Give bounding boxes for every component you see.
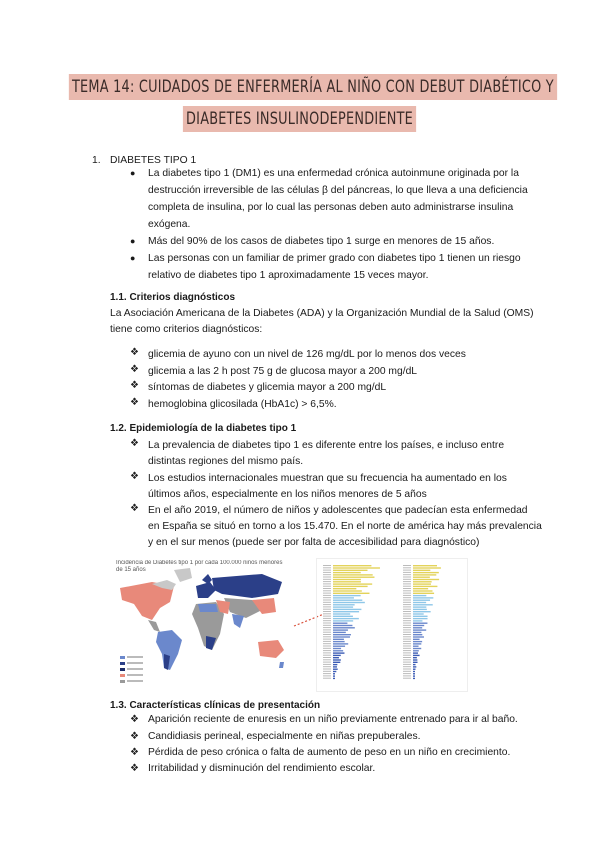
chart-tick-label [323,671,331,672]
chart-bar [333,648,341,649]
chart-tick-label [403,639,411,640]
chart-tick-label [403,597,411,598]
chart-tick-label [403,678,411,679]
chart-bar [413,662,418,663]
chart-tick-label [403,646,411,647]
chart-tick-label [323,639,331,640]
chart-tick-label [323,565,331,566]
chart-tick-label [403,634,411,635]
world-map-figure [112,558,290,692]
s12-i1-l2: distintas regiones del mismo país. [148,456,304,467]
chart-tick-label [323,666,331,667]
chart-tick-label [323,623,331,624]
chart-bar [333,590,362,591]
chart-tick-label [403,636,411,637]
chart-tick-label [403,675,411,676]
s11-item-2: glicemia a las 2 h post 75 g de glucosa mayor a 200 mg/dL [148,366,418,377]
diamond-bullet-icon: ❖ [130,364,139,375]
bar-chart-figure [316,558,468,692]
chart-tick-label [323,678,331,679]
subsection-heading-1-3: 1.3. Características clínicas de presentación [110,700,321,711]
chart-bar [413,659,417,660]
chart-bar [333,629,348,630]
chart-bar [413,678,415,679]
chart-tick-label [323,611,331,612]
chart-tick-label [403,641,411,642]
chart-bar [333,650,343,651]
chart-bar [413,632,421,633]
s11-item-3: síntomas de diabetes y glicemia mayor a 200 mg/dL [148,382,387,393]
chart-bar [333,620,353,621]
s1-b1-l4: exógena. [148,219,191,230]
s12-i3-l1: En el año 2019, el número de niños y adolescentes que padecían esta enfermedad [148,505,528,516]
chart-tick-label [323,586,331,587]
diamond-bullet-icon: ❖ [130,438,139,449]
s13-item-1: Aparición reciente de enuresis en un niño previamente entrenado para ir al baño. [148,714,518,725]
chart-bar [413,574,436,575]
chart-bar [413,611,431,612]
chart-bar [333,639,344,640]
diamond-bullet-icon: ❖ [130,471,139,482]
chart-tick-label [323,627,331,628]
s12-i2-l1: Los estudios internacionales muestran que su frecuencia ha aumentado en los [148,473,507,484]
chart-bar [333,673,335,674]
chart-bar [333,678,335,679]
chart-tick-label [323,657,331,658]
chart-tick-label [403,657,411,658]
diamond-bullet-icon: ❖ [130,503,139,514]
chart-tick-label [403,629,411,630]
chart-tick-label [403,574,411,575]
chart-tick-label [403,655,411,656]
bullet-icon: ● [130,253,136,263]
chart-bar [333,641,345,642]
s13-item-2: Candidiasis perineal, especialmente en niñas prepuberales. [148,731,421,742]
chart-tick-label [403,632,411,633]
chart-tick-label [323,652,331,653]
chart-tick-label [403,602,411,603]
chart-tick-label [403,648,411,649]
bar-chart [317,559,467,691]
chart-tick-label [323,655,331,656]
subsection-heading-1-2: 1.2. Epidemiología de la diabetes tipo 1 [110,423,297,434]
chart-bar [333,581,361,582]
chart-bar [413,641,422,642]
chart-bar [333,606,353,607]
chart-bar [333,643,348,644]
chart-tick-label [323,583,331,584]
chart-tick-label [323,604,331,605]
chart-tick-label [323,579,331,580]
s11-intro-l2: tiene como criterios diagnósticos: [110,324,263,335]
chart-bar [333,662,340,663]
diamond-bullet-icon: ❖ [130,380,139,391]
chart-bar [413,625,424,626]
chart-bar [333,664,337,665]
s12-i3-l2: en España se situó en torno a los 15.470. En el norte de américa hay más prevalencia [148,521,542,532]
chart-tick-label [403,625,411,626]
bullet-icon: ● [130,168,136,178]
chart-bar [413,650,419,651]
chart-tick-label [323,673,331,674]
chart-tick-label [323,600,331,601]
title-line-1: TEMA 14: CUIDADOS DE ENFERMERÍA AL NIÑO CON DEBUT DIABÉTICO Y [69,74,557,100]
chart-tick-label [403,627,411,628]
s1-b2: Más del 90% de los casos de diabetes tipo 1 surge en menores de 15 años. [148,236,495,247]
chart-bar [413,577,430,578]
chart-bar [413,579,439,580]
chart-bar [413,595,426,596]
chart-tick-label [403,666,411,667]
chart-tick-label [323,625,331,626]
chart-tick-label [403,664,411,665]
chart-bar [413,583,431,584]
chart-tick-label [323,609,331,610]
chart-tick-label [323,675,331,676]
chart-tick-label [323,632,331,633]
chart-tick-label [323,567,331,568]
chart-tick-label [403,606,411,607]
diamond-bullet-icon: ❖ [130,763,139,774]
chart-bar [333,616,353,617]
chart-bar [413,586,437,587]
chart-bar [413,643,421,644]
chart-tick-label [323,616,331,617]
chart-bar [413,604,433,605]
chart-tick-label [403,620,411,621]
chart-bar [413,609,427,610]
diamond-bullet-icon: ❖ [130,347,139,358]
chart-bar [413,636,424,637]
section-heading: DIABETES TIPO 1 [110,155,197,166]
chart-bar [333,634,351,635]
chart-bar [413,652,418,653]
chart-tick-label [323,590,331,591]
chart-bar [333,597,354,598]
chart-bar [333,577,374,578]
chart-bar [413,623,427,624]
chart-tick-label [323,643,331,644]
chart-bar [333,618,359,619]
chart-tick-label [323,595,331,596]
chart-bar [413,570,430,571]
chart-tick-label [403,616,411,617]
chart-tick-label [323,664,331,665]
chart-tick-label [403,567,411,568]
chart-bar [333,657,339,658]
diamond-bullet-icon: ❖ [130,397,139,408]
chart-tick-label [403,579,411,580]
s1-b3-l1: Las personas con un familiar de primer grado con diabetes tipo 1 tienen un riesgo [148,253,521,264]
chart-tick-label [403,583,411,584]
chart-tick-label [403,662,411,663]
chart-bar [333,586,368,587]
chart-bar [413,648,421,649]
chart-tick-label [323,574,331,575]
chart-bar [333,611,359,612]
chart-tick-label [323,618,331,619]
chart-tick-label [403,671,411,672]
s13-item-4: Irritabilidad y disminución del rendimiento escolar. [148,763,376,774]
document-title [0,74,600,132]
chart-bar [333,583,372,584]
chart-bar [333,659,341,660]
map-caption: Incidencia de Diabetes tipo 1 por cada 100.000 niños menores de 15 años [116,560,283,573]
chart-bar [333,675,335,676]
chart-bar [333,625,352,626]
chart-bar [413,673,415,674]
chart-tick-label [403,595,411,596]
chart-bar [413,627,422,628]
chart-tick-label [323,588,331,589]
diamond-bullet-icon: ❖ [130,731,139,742]
chart-tick-label [403,590,411,591]
chart-bar [413,602,426,603]
chart-tick-label [323,570,331,571]
chart-bar [333,565,371,566]
chart-bar [333,574,373,575]
chart-tick-label [403,577,411,578]
chart-tick-label [323,669,331,670]
chart-tick-label [323,648,331,649]
chart-bar [413,646,419,647]
chart-bar [413,593,434,594]
chart-bar [333,570,368,571]
chart-tick-label [403,572,411,573]
chart-bar [333,579,361,580]
chart-bar [333,572,361,573]
s12-i2-l2: últimos años, especialmente en los niños menores de 5 años [148,489,427,500]
chart-tick-label [403,673,411,674]
section-number: 1. [92,155,101,166]
chart-bar [333,646,345,647]
chart-tick-label [403,586,411,587]
chart-bar [333,636,350,637]
chart-bar [333,588,356,589]
chart-bar [413,639,420,640]
chart-bar [333,623,347,624]
chart-bar [413,675,415,676]
subsection-heading-1-1: 1.1. Criterios diagnósticos [110,292,236,303]
chart-bar [333,666,337,667]
chart-bar [413,567,441,568]
chart-bar [413,618,428,619]
chart-tick-label [323,597,331,598]
chart-tick-label [403,565,411,566]
s11-intro-l1: La Asociación Americana de la Diabetes (ADA) y la Organización Mundial de la Salud (OMS) [110,308,534,319]
chart-tick-label [403,611,411,612]
chart-bar [333,602,365,603]
chart-tick-label [323,646,331,647]
chart-bar [413,613,424,614]
s1-b1-l3: completa de insulina, por lo cual las personas deben auto administrarse insulina [148,202,514,213]
chart-bar [333,593,369,594]
chart-bar [333,567,380,568]
chart-bar [333,671,336,672]
chart-bar [413,620,422,621]
chart-bar [413,590,432,591]
chart-bar [413,666,416,667]
s12-i3-l3: y en el sur menos (puede ser por falta de accesibilidad para diagnóstico) [148,537,480,548]
s13-item-3: Pérdida de peso crónica o falta de aumento de peso en un niño en crecimiento. [148,747,511,758]
bullet-icon: ● [130,236,136,246]
chart-bar [413,655,420,656]
chart-tick-label [323,636,331,637]
world-map [112,558,290,692]
chart-tick-label [403,623,411,624]
chart-bar [333,595,361,596]
chart-tick-label [323,581,331,582]
chart-tick-label [403,600,411,601]
chart-tick-label [323,613,331,614]
chart-tick-label [323,572,331,573]
s1-b1-l2: destrucción irreversible de las células β del páncreas, lo que lleva a una deficiencia [148,185,528,196]
chart-tick-label [323,634,331,635]
chart-tick-label [323,577,331,578]
chart-tick-label [403,650,411,651]
chart-bar [413,616,428,617]
chart-tick-label [403,618,411,619]
chart-tick-label [403,669,411,670]
chart-bar [413,597,433,598]
chart-tick-label [323,641,331,642]
title-line-2: DIABETES INSULINODEPENDIENTE [183,106,416,132]
chart-tick-label [403,570,411,571]
chart-tick-label [403,659,411,660]
diamond-bullet-icon: ❖ [130,747,139,758]
chart-bar [413,581,432,582]
chart-tick-label [323,629,331,630]
chart-bar [333,652,344,653]
s11-item-4: hemoglobina glicosilada (HbA1c) > 6,5%. [148,399,337,410]
chart-tick-label [403,604,411,605]
s11-item-1: glicemia de ayuno con un nivel de 126 mg/dL por lo menos dos veces [148,349,466,360]
chart-tick-label [323,659,331,660]
chart-tick-label [403,581,411,582]
s12-i1-l1: La prevalencia de diabetes tipo 1 es diferente entre los países, e incluso entre [148,440,505,451]
chart-tick-label [403,613,411,614]
chart-bar [413,572,439,573]
chart-bar [413,664,416,665]
chart-tick-label [323,662,331,663]
chart-tick-label [323,593,331,594]
chart-tick-label [403,588,411,589]
chart-tick-label [323,620,331,621]
chart-bar [413,669,416,670]
chart-bar [413,671,415,672]
chart-bar [413,634,422,635]
chart-tick-label [403,643,411,644]
chart-bar [413,629,426,630]
chart-bar [333,609,361,610]
chart-bar [413,657,417,658]
diamond-bullet-icon: ❖ [130,714,139,725]
chart-bar [413,600,430,601]
chart-bar [333,669,338,670]
chart-bar [333,627,355,628]
chart-tick-label [323,650,331,651]
s1-b3-l2: relativo de diabetes tipo 1 aproximadamente 15 veces mayor. [148,270,429,281]
chart-bar [413,606,426,607]
chart-bar [333,613,350,614]
chart-tick-label [323,606,331,607]
chart-tick-label [323,602,331,603]
chart-bar [333,600,362,601]
s1-b1-l1: La diabetes tipo 1 (DM1) es una enfermedad crónica autoinmune originada por la [148,168,519,179]
chart-bar [413,565,437,566]
chart-bar [333,604,355,605]
chart-tick-label [403,609,411,610]
chart-tick-label [403,652,411,653]
chart-bar [333,632,346,633]
chart-bar [413,588,428,589]
chart-bar [333,655,341,656]
chart-tick-label [403,593,411,594]
